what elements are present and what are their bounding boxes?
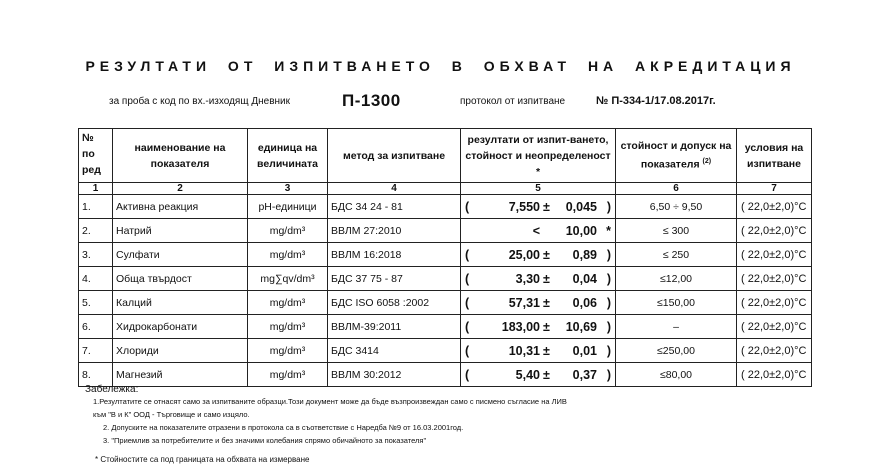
result-value: 3,30: [515, 271, 540, 286]
row-number: 4.: [79, 267, 113, 291]
result-plus-minus: ±: [543, 247, 550, 262]
unit: mg/dm³: [248, 291, 328, 315]
header-results-star: *: [535, 165, 541, 178]
table-row: [79, 243, 812, 267]
header-conditions: условия на изпитване: [737, 129, 812, 183]
result-value: 57,31: [508, 295, 540, 310]
row-number: 3.: [79, 243, 113, 267]
unit: mg/dm³: [248, 243, 328, 267]
column-number: 4: [328, 183, 461, 195]
note-item: към "В и К" ООД - Търговище и само изцяло.: [93, 410, 250, 419]
result-open-paren: (: [465, 271, 470, 286]
row-number: 7.: [79, 339, 113, 363]
header-limit-sup: (2): [702, 158, 712, 166]
column-number: 1: [79, 183, 113, 195]
footnote: * Стойностите са под границата на обхвата на измерване: [95, 455, 310, 464]
conditions: ( 22,0±2,0)°С: [737, 291, 812, 315]
header-unit: единица на величината: [248, 129, 328, 183]
protocol-number: № П-334-1/17.08.2017г.: [596, 95, 716, 107]
header-limit-text: стойност и допуск на показателя: [620, 140, 732, 171]
result-value: 10,31: [508, 343, 540, 358]
limit: ≤150,00: [616, 291, 737, 315]
result-uncertainty: 0,01: [572, 343, 597, 358]
header-name: наименование на показателя: [113, 129, 248, 183]
result-uncertainty: 10,00: [565, 223, 597, 238]
table-row: [79, 219, 812, 243]
limit: ≤ 250: [616, 243, 737, 267]
header-no: № по ред: [79, 129, 113, 183]
conditions: ( 22,0±2,0)°С: [737, 339, 812, 363]
result-uncertainty: 10,69: [565, 319, 597, 334]
indicator-name: Хлориди: [113, 339, 248, 363]
result-plus-minus: ±: [543, 295, 550, 310]
row-number: 6.: [79, 315, 113, 339]
result: [461, 363, 616, 387]
indicator-name: Активна реакция: [113, 195, 248, 219]
method: БДС 3414: [328, 339, 461, 363]
header-row: [79, 129, 812, 183]
result-open-paren: [465, 224, 477, 238]
result: [461, 195, 616, 219]
unit: pH-единици: [248, 195, 328, 219]
result-uncertainty: 0,06: [572, 295, 597, 310]
limit: ≤ 300: [616, 219, 737, 243]
result-value: 25,00: [508, 247, 540, 262]
indicator-name: Обща твърдост: [113, 267, 248, 291]
result-close-mark: ): [606, 343, 611, 358]
indicator-name: Хидрокарбонати: [113, 315, 248, 339]
column-number: 3: [248, 183, 328, 195]
result: [461, 243, 616, 267]
method: БДС ISO 6058 :2002: [328, 291, 461, 315]
header-limit: [616, 129, 737, 183]
result-open-paren: (: [465, 247, 470, 262]
result-value: 5,40: [515, 367, 540, 382]
note-item: 1.Резултатите се отнасят само за изпитваните образци.Този документ може да бъде възпроизвеждан само с писмено съгласие на ЛИВ: [93, 397, 567, 406]
row-number: 5.: [79, 291, 113, 315]
unit: mg/dm³: [248, 339, 328, 363]
result-open-paren: (: [465, 319, 470, 334]
row-number: 2.: [79, 219, 113, 243]
method: ВВЛМ 16:2018: [328, 243, 461, 267]
row-number: 1.: [79, 195, 113, 219]
result-uncertainty: 0,37: [572, 367, 597, 382]
result-plus-minus: ±: [543, 343, 550, 358]
conditions: ( 22,0±2,0)°С: [737, 219, 812, 243]
result: [461, 291, 616, 315]
result-close-mark: ): [606, 367, 611, 382]
unit: mg/dm³: [248, 363, 328, 387]
result-uncertainty: 0,04: [572, 271, 597, 286]
method: ВВЛМ 27:2010: [328, 219, 461, 243]
results-table: [78, 128, 812, 387]
notes-heading: Забележка:: [85, 384, 139, 395]
limit: –: [616, 315, 737, 339]
result: [461, 267, 616, 291]
result-close-mark: ): [606, 199, 611, 214]
row-number: 8.: [79, 363, 113, 387]
limit: ≤250,00: [616, 339, 737, 363]
page-title: РЕЗУЛТАТИ ОТ ИЗПИТВАНЕТО В ОБХВАТ НА АКРЕДИТАЦИЯ: [85, 58, 796, 74]
column-number: 2: [113, 183, 248, 195]
table-row: [79, 339, 812, 363]
method: БДС 34 24 - 81: [328, 195, 461, 219]
result-open-paren: (: [465, 367, 470, 382]
conditions: ( 22,0±2,0)°С: [737, 243, 812, 267]
indicator-name: Сулфати: [113, 243, 248, 267]
table-row: [79, 195, 812, 219]
result-value: 183,00: [501, 319, 540, 334]
column-number: 6: [616, 183, 737, 195]
result-close-mark: *: [606, 223, 611, 238]
header-method: метод за изпитване: [328, 129, 461, 183]
unit: mg/dm³: [248, 315, 328, 339]
result-value: <: [532, 223, 540, 238]
limit: 6,50 ÷ 9,50: [616, 195, 737, 219]
method: ВВЛМ-39:2011: [328, 315, 461, 339]
result-open-paren: (: [465, 343, 470, 358]
result-value: 7,550: [508, 199, 540, 214]
result-plus-minus: ±: [543, 319, 550, 334]
sample-label: за проба с код по вх.-изходящ Дневник: [109, 96, 291, 107]
notes: [85, 384, 567, 447]
result-uncertainty: 0,045: [565, 199, 597, 214]
note-item: 3. "Приемлив за потребителите и без значими колебания спрямо обичайното за показателя": [103, 436, 427, 445]
indicator-name: Натрий: [113, 219, 248, 243]
protocol-label: протокол от изпитване: [460, 96, 566, 107]
table-row: [79, 363, 812, 387]
result-close-mark: ): [606, 295, 611, 310]
indicator-name: Магнезий: [113, 363, 248, 387]
table-row: [79, 315, 812, 339]
limit: ≤12,00: [616, 267, 737, 291]
result-plus-minus: ±: [543, 271, 550, 286]
conditions: ( 22,0±2,0)°С: [737, 315, 812, 339]
indicator-name: Калций: [113, 291, 248, 315]
result-plus-minus: [543, 224, 553, 238]
conditions: ( 22,0±2,0)°С: [737, 363, 812, 387]
conditions: ( 22,0±2,0)°С: [737, 267, 812, 291]
unit: mg/dm³: [248, 219, 328, 243]
unit: mg∑qv/dm³: [248, 267, 328, 291]
limit: ≤80,00: [616, 363, 737, 387]
header-results-text: резултати от изпит-ването, стойност и неопределеност: [465, 133, 611, 162]
column-number: 7: [737, 183, 812, 195]
table-row: [79, 291, 812, 315]
result-open-paren: (: [465, 199, 470, 214]
table-row: [79, 267, 812, 291]
conditions: ( 22,0±2,0)°С: [737, 195, 812, 219]
column-number-row: [79, 183, 812, 195]
method: БДС 37 75 - 87: [328, 267, 461, 291]
result: [461, 219, 616, 243]
result-plus-minus: ±: [543, 199, 550, 214]
result-close-mark: ): [606, 319, 611, 334]
result-plus-minus: ±: [543, 367, 550, 382]
result-close-mark: ): [606, 247, 611, 262]
result-uncertainty: 0,89: [572, 247, 597, 262]
result-open-paren: (: [465, 295, 470, 310]
result-close-mark: ): [606, 271, 611, 286]
result: [461, 339, 616, 363]
result: [461, 315, 616, 339]
method: ВВЛМ 30:2012: [328, 363, 461, 387]
sample-code: П-1300: [342, 91, 401, 110]
column-number: 5: [461, 183, 616, 195]
note-item: 2. Допуските на показателите отразени в протокола са в съответствие с Наредба №9 от 16.03.2001год.: [103, 423, 464, 432]
header-results: [461, 129, 616, 183]
